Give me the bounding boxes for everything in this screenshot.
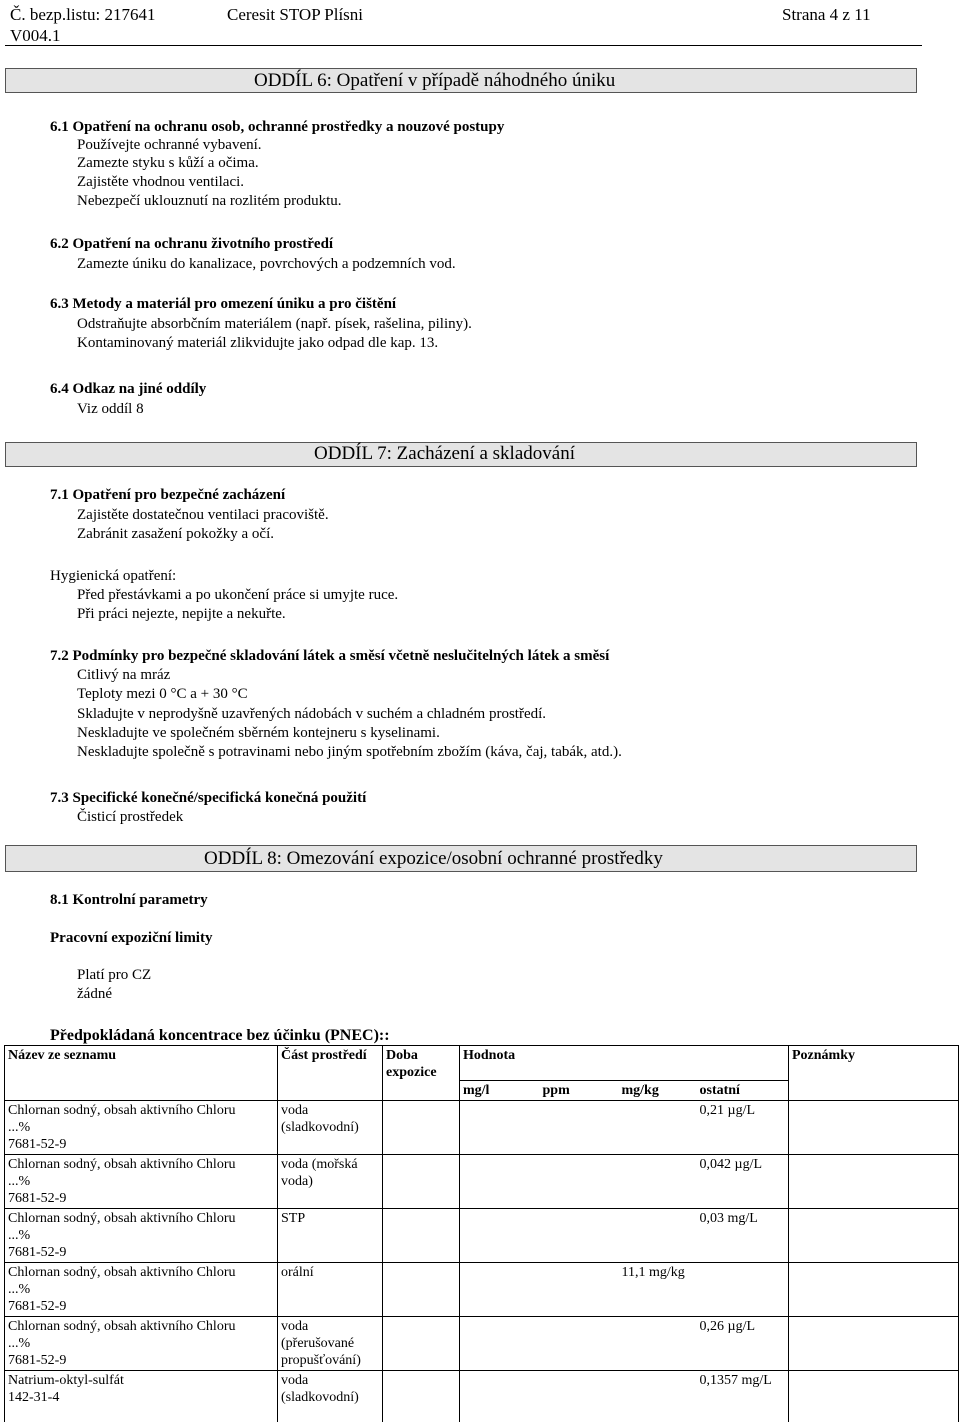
s63-heading: 6.3 Metody a materiál pro omezení úniku a pro čištění: [50, 295, 396, 313]
cell-remarks: [789, 1317, 959, 1371]
s63-line: Odstraňujte absorbčním materiálem (např. písek, rašelina, piliny).: [77, 315, 472, 333]
s61-line: Zamezte styku s kůží a očima.: [77, 154, 259, 172]
cell-ppm: [540, 1101, 619, 1155]
cell-compartment: voda (mořská voda): [278, 1155, 383, 1209]
s62-heading: 6.2 Opatření na ochranu životního prostředí: [50, 235, 333, 253]
section-8-title: ODDÍL 8: Omezování expozice/osobní ochranné prostředky: [204, 848, 663, 870]
s61-line: Používejte ochranné vybavení.: [77, 136, 262, 154]
cell-other: 0,03 mg/L: [697, 1209, 789, 1263]
th-remarks: Poznámky: [789, 1046, 959, 1101]
cell-mgkg: [619, 1317, 697, 1371]
limits-line: Platí pro CZ: [77, 966, 151, 984]
s64-line: Viz oddíl 8: [77, 400, 144, 418]
cell-mgkg: [619, 1101, 697, 1155]
cell-mgkg: [619, 1371, 697, 1422]
th-other: ostatní: [697, 1081, 789, 1101]
cell-ppm: [540, 1209, 619, 1263]
cell-name: Chlornan sodný, obsah aktivního Chloru ...% 7681-52-9: [5, 1263, 278, 1317]
cell-ppm: [540, 1155, 619, 1209]
limits-line: žádné: [77, 985, 112, 1003]
s72-line: Skladujte v neprodyšně uzavřených nádobách v suchém a chladném prostředí.: [77, 705, 546, 723]
s61-heading: 6.1 Opatření na ochranu osob, ochranné prostředky a nouzové postupy: [50, 118, 504, 136]
cell-compartment: voda (sladkovodní): [278, 1371, 383, 1422]
cell-mgkg: 11,1 mg/kg: [619, 1263, 697, 1317]
s63-line: Kontaminovaný materiál zlikvidujte jako odpad dle kap. 13.: [77, 334, 438, 352]
cell-compartment: voda (přerušované propušťování): [278, 1317, 383, 1371]
cell-compartment: STP: [278, 1209, 383, 1263]
s72-heading: 7.2 Podmínky pro bezpečné skladování látek a směsí včetně neslučitelných látek a směsí: [50, 647, 609, 665]
cell-ppm: [540, 1263, 619, 1317]
hygiene-line: Při práci nejezte, nepijte a nekuřte.: [77, 605, 286, 623]
th-mgkg: mg/kg: [619, 1081, 697, 1101]
cell-mgl: [460, 1101, 540, 1155]
pnec-table: [4, 1045, 959, 1422]
cell-mgl: [460, 1317, 540, 1371]
cell-compartment: orální: [278, 1263, 383, 1317]
section-7-title: ODDÍL 7: Zacházení a skladování: [314, 443, 575, 465]
cell-duration: [383, 1371, 460, 1422]
cell-name: Chlornan sodný, obsah aktivního Chloru ...% 7681-52-9: [5, 1317, 278, 1371]
cell-duration: [383, 1317, 460, 1371]
cell-remarks: [789, 1371, 959, 1422]
s71-line: Zabránit zasažení pokožky a očí.: [77, 525, 274, 543]
cell-name: Chlornan sodný, obsah aktivního Chloru ...% 7681-52-9: [5, 1155, 278, 1209]
cell-mgl: [460, 1155, 540, 1209]
s62-line: Zamezte úniku do kanalizace, povrchových a podzemních vod.: [77, 255, 456, 273]
cell-duration: [383, 1209, 460, 1263]
table-row: [5, 1101, 959, 1155]
cell-compartment: voda (sladkovodní): [278, 1101, 383, 1155]
th-compartment: Část prostředí: [278, 1046, 383, 1101]
cell-remarks: [789, 1263, 959, 1317]
cell-other: 0,1357 mg/L: [697, 1371, 789, 1422]
doc-number: Č. bezp.listu: 217641: [10, 5, 155, 25]
page-number: Strana 4 z 11: [782, 5, 871, 25]
cell-remarks: [789, 1155, 959, 1209]
s71-line: Zajistěte dostatečnou ventilaci pracoviště.: [77, 506, 329, 524]
s61-line: Nebezpečí uklouznutí na rozlitém produktu.: [77, 192, 342, 210]
s72-line: Neskladujte společně s potravinami nebo jiným spotřebním zbožím (káva, čaj, tabák, atd.).: [77, 743, 622, 761]
th-ppm: ppm: [540, 1081, 619, 1101]
cell-mgl: [460, 1209, 540, 1263]
th-duration: [383, 1046, 460, 1101]
s72-line: Citlivý na mráz: [77, 666, 170, 684]
table-row: [5, 1209, 959, 1263]
cell-remarks: [789, 1101, 959, 1155]
cell-duration: [383, 1263, 460, 1317]
cell-ppm: [540, 1317, 619, 1371]
th-duration-line: Doba: [386, 1047, 456, 1064]
s64-heading: 6.4 Odkaz na jiné oddíly: [50, 380, 206, 398]
cell-name: Chlornan sodný, obsah aktivního Chloru ...% 7681-52-9: [5, 1101, 278, 1155]
cell-duration: [383, 1155, 460, 1209]
table-row: [5, 1317, 959, 1371]
cell-duration: [383, 1101, 460, 1155]
table-row: [5, 1263, 959, 1317]
s61-line: Zajistěte vhodnou ventilaci.: [77, 173, 244, 191]
limits-heading: Pracovní expoziční limity: [50, 929, 212, 947]
cell-mgkg: [619, 1209, 697, 1263]
cell-name: Chlornan sodný, obsah aktivního Chloru ...% 7681-52-9: [5, 1209, 278, 1263]
cell-mgkg: [619, 1155, 697, 1209]
table-row: [5, 1371, 959, 1422]
s81-heading: 8.1 Kontrolní parametry: [50, 891, 208, 909]
table-row: [5, 1155, 959, 1209]
cell-remarks: [789, 1209, 959, 1263]
cell-other: 0,042 µg/L: [697, 1155, 789, 1209]
product-name: Ceresit STOP Plísni: [227, 5, 363, 25]
hygiene-heading: Hygienická opatření:: [50, 567, 176, 585]
cell-other: [697, 1263, 789, 1317]
s72-line: Neskladujte ve společném sběrném kontejneru s kyselinami.: [77, 724, 440, 742]
s71-heading: 7.1 Opatření pro bezpečné zacházení: [50, 486, 285, 504]
s72-line: Teploty mezi 0 °C a + 30 °C: [77, 685, 248, 703]
version: V004.1: [10, 26, 61, 46]
cell-other: 0,26 µg/L: [697, 1317, 789, 1371]
cell-mgl: [460, 1371, 540, 1422]
section-6-title: ODDÍL 6: Opatření v případě náhodného úniku: [254, 70, 615, 92]
header-rule: [5, 45, 922, 46]
cell-other: 0,21 µg/L: [697, 1101, 789, 1155]
th-duration-line: expozice: [386, 1064, 456, 1081]
s73-heading: 7.3 Specifické konečné/specifická konečná použití: [50, 789, 366, 807]
th-name: Název ze seznamu: [5, 1046, 278, 1101]
s73-line: Čisticí prostředek: [77, 808, 183, 826]
pnec-heading: Předpokládaná koncentrace bez účinku (PNEC)::: [50, 1027, 390, 1045]
hygiene-line: Před přestávkami a po ukončení práce si umyjte ruce.: [77, 586, 398, 604]
th-mgl: mg/l: [460, 1081, 540, 1101]
cell-name: Natrium-oktyl-sulfát 142-31-4: [5, 1371, 278, 1422]
th-value: Hodnota: [460, 1046, 789, 1081]
cell-mgl: [460, 1263, 540, 1317]
cell-ppm: [540, 1371, 619, 1422]
